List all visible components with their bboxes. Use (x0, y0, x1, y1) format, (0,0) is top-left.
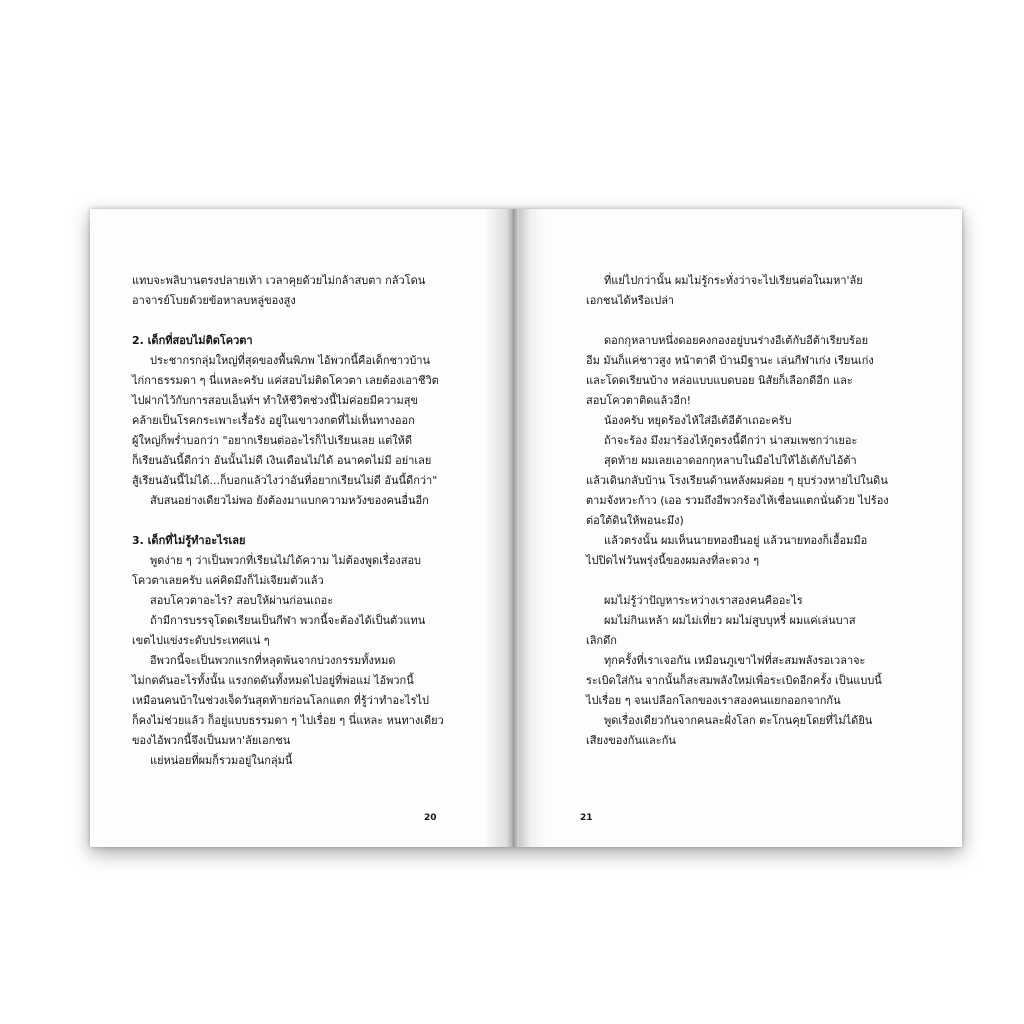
text-line: คล้ายเป็นโรคกระเพาะเรื้อรัง อยู่ในเขาวงกตที่ไม่เห็นทางออก (132, 414, 415, 427)
text-line: ผมไม่รู้ว่าปัญหาระหว่างเราสองคนคืออะไร (604, 594, 803, 607)
text-line: สับสนอย่างเดียวไม่พอ ยังต้องมาแบกความหวังของคนอื่นอีก (150, 494, 429, 507)
text-line: และโดดเรียนบ้าง หล่อแบบแบดบอย นิสัยก็เลือกดีอีก และ (586, 374, 853, 387)
text-line: โควตาเลยครับ แค่คิดมึงก็ไม่เจียมตัวแล้ว (132, 574, 324, 587)
left-page (90, 209, 512, 847)
text-line: แล้วเดินกลับบ้าน โรงเรียนด้านหลังผมค่อย ๆ ยุบร่วงหายไปในดิน (586, 474, 888, 487)
text-line: อีม มันก็แค่ชาวสูง หน้าตาดี บ้านมีฐานะ เล่นกีฬาเก่ง เรียนเก่ง (586, 354, 874, 367)
text-line: เลิกดึก (586, 634, 617, 647)
text-line: แทบจะพลิบานตรงปลายเท้า เวลาคุยด้วยไม่กล้าสบตา กลัวโดน (132, 274, 426, 287)
text-line: ไปปิดไฟวันพรุ่งนี้ของผมลงที่ละดวง ๆ (586, 554, 760, 567)
text-line: ต่อใต้ดินให้พอนะมึง) (586, 514, 684, 527)
text-line: แล้วตรงนั้น ผมเห็นนายทองยืนอยู่ แล้วนายทองก็เอื้อมมือ (604, 534, 868, 547)
text-line: สู้เรียนอันนี้ไม่ได้...ก็บอกแล้วไงว่าอันที่อยากเรียนไม่ดี อันนี้ดีกว่า" (132, 474, 438, 487)
text-line: เอกชนได้หรือเปล่า (586, 294, 675, 307)
text-line: ถ้ามีการบรรจุโดดเรียนเป็นกีฬา พวกนี้จะต้องได้เป็นตัวแทน (150, 614, 426, 627)
text-line: ดอกกุหลาบหนึ่งดอยคงกองอยู่บนร่างอีเต้กับอีต้าเรียบร้อย (604, 334, 869, 347)
text-line: ประชากรกลุ่มใหญ่ที่สุดของพื้นพิภพ ไอ้พวกนี้คือเด็กชาวบ้าน (150, 354, 431, 367)
paragraph-gap (132, 311, 442, 331)
right-page (512, 209, 962, 847)
text-line: ก็เรียนอันนี้ดีกว่า อันนั้นไม่ดี เงินเดือนไม่ได้ อนาคตไม่มี อย่าเลย (132, 454, 432, 467)
book-spine (505, 209, 519, 847)
left-page-text (132, 271, 442, 771)
text-line: ไปฝากไว้กับการสอบเอ็นท์ฯ ทำให้ชีวิตช่วงนี้ไม่ค่อยมีความสุข (132, 394, 419, 407)
page-number-left: 20 (424, 813, 437, 823)
paragraph-gap (586, 571, 904, 591)
text-line: พูดเรื่องเดียวกันจากคนละฝั่งโลก ตะโกนคุยโดยที่ไม่ได้ยิน (604, 714, 873, 727)
text-line: ผู้ใหญ่ก็พร่ำบอกว่า "อยากเรียนต่ออะไรก็ไปเรียนเลย แต่ให้ดี (132, 434, 413, 447)
text-line: ระเบิดใส่กัน จากนั้นก็สะสมพลังใหม่เพื่อระเบิดอีกครั้ง เป็นแบบนี้ (586, 674, 882, 687)
text-line: ทุกครั้งที่เราเจอกัน เหมือนภูเขาไฟที่สะสมพลังรอเวลาจะ (604, 654, 866, 667)
text-line: อาจารย์โบยด้วยข้อหาลบหลู่ของสูง (132, 294, 296, 307)
text-line: ที่แย่ไปกว่านั้น ผมไม่รู้กระทั่งว่าจะไปเรียนต่อในมหา'ลัย (604, 274, 863, 287)
text-line: แย่หน่อยที่ผมก็รวมอยู่ในกลุ่มนี้ (150, 754, 293, 767)
text-line: สอบโควตาติดแล้วอีก! (586, 394, 692, 407)
text-line: อีพวกนี้จะเป็นพวกแรกที่หลุดพ้นจากบ่วงกรรมทั้งหมด (150, 654, 396, 667)
paragraph-gap (586, 311, 904, 331)
open-book (90, 209, 962, 847)
text-line: เขตไปแข่งระดับประเทศแน่ ๆ (132, 634, 270, 647)
text-line: ผมไม่กินเหล้า ผมไม่เที่ยว ผมไม่สูบบุหรี่ ผมแค่เล่นบาส (604, 614, 856, 627)
text-line: เหมือนคนบ้าในช่วงเจ็ดวันสุดท้ายก่อนโลกแตก ที่รู้ว่าทำอะไรไป (132, 694, 429, 707)
text-line: น้องครับ หยุดร้องไห้ใส่อีเต้อีต้าเถอะครับ (604, 414, 792, 427)
section-heading: 3. เด็กที่ไม่รู้ทำอะไรเลย (132, 534, 246, 547)
text-line: ไก่กาธรรมดา ๆ นี่แหละครับ แค่สอบไม่ติดโควตา เลยต้องเอาชีวิต (132, 374, 439, 387)
text-line: ของไอ้พวกนี้จึงเป็นมหา'ลัยเอกชน (132, 734, 291, 747)
text-line: เสียงของกันและกัน (586, 734, 676, 747)
text-line: สอบโควตาอะไร? สอบให้ผ่านก่อนเถอะ (150, 594, 334, 607)
text-line: ถ้าจะร้อง มึงมาร้องไห้กูตรงนี้ดีกว่า น่าสมเพชกว่าเยอะ (604, 434, 858, 447)
text-line: ก็คงไม่ช่วยแล้ว ก็อยู่แบบธรรมดา ๆ ไปเรื่อย ๆ นี่แหละ หนทางเดียว (132, 714, 444, 727)
page-number-right: 21 (580, 813, 593, 823)
text-line: ไม่กดดันอะไรทั้งนั้น แรงกดดันทั้งหมดไปอยู่ที่พ่อแม่ ไอ้พวกนี้ (132, 674, 414, 687)
right-page-text (586, 271, 904, 751)
section-heading: 2. เด็กที่สอบไม่ติดโควตา (132, 334, 253, 347)
text-line: ไปเรื่อย ๆ จนเปลือกโลกของเราสองคนแยกออกจากกัน (586, 694, 841, 707)
text-line: สุดท้าย ผมเลยเอาดอกกุหลาบในมือไปให้ไอ้เต้กับไอ้ต้า (604, 454, 857, 467)
text-line: พูดง่าย ๆ ว่าเป็นพวกที่เรียนไม่ได้ความ ไม่ต้องพูดเรื่องสอบ (150, 554, 422, 567)
text-line: ตามจังหวะก้าว (เออ รวมถึงอีพวกร้องไห้เชื่อนแตกนั่นด้วย ไปร้อง (586, 494, 889, 507)
paragraph-gap (132, 511, 442, 531)
